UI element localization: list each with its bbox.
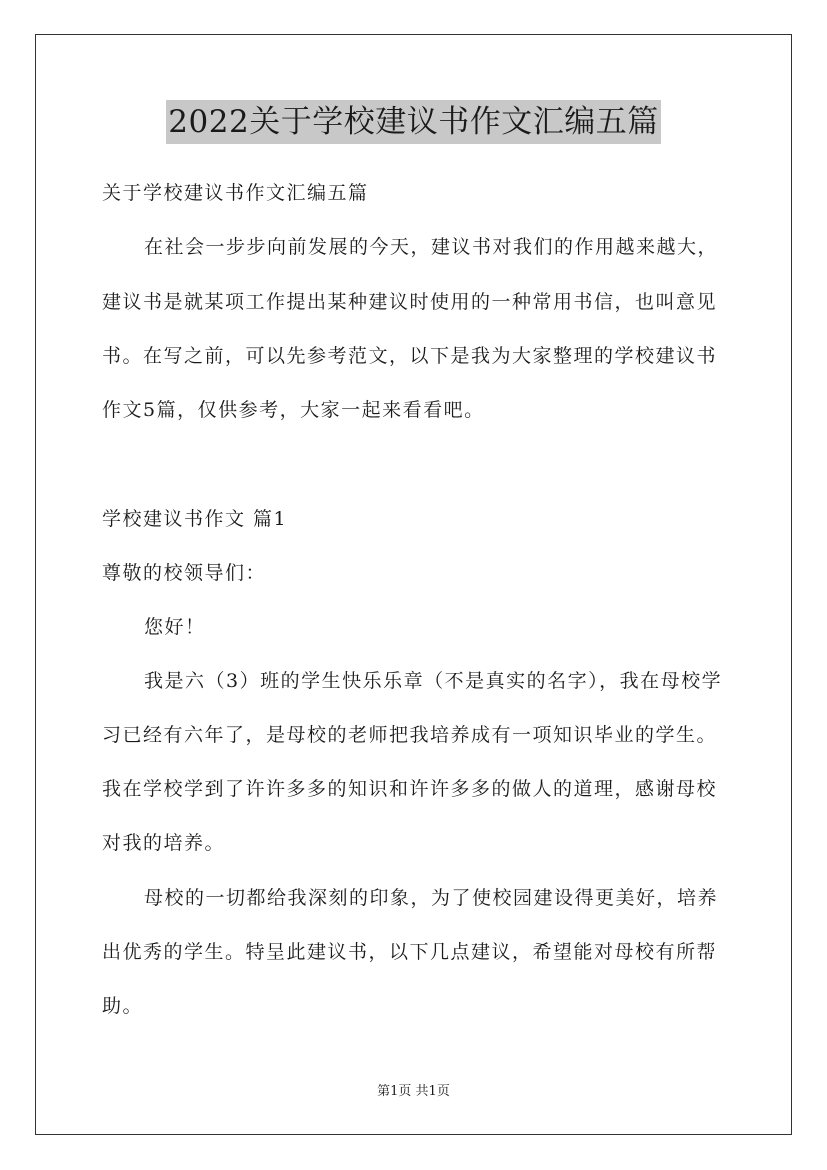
intro-line: 作文5篇，仅供参考，大家一起来看看吧。 <box>102 399 485 421</box>
title-container <box>0 100 827 144</box>
greeting: 您好！ <box>144 616 206 638</box>
paragraph-line: 助。 <box>102 995 144 1017</box>
paragraph-line: 出优秀的学生。特呈此建议书，以下几点建议，希望能对母校有所帮 <box>102 941 718 963</box>
paragraph-line: 我是六（3）班的学生快乐乐章（不是真实的名字），我在母校学 <box>144 670 723 692</box>
intro-line: 建议书是就某项工作提出某种建议时使用的一种常用书信，也叫意见 <box>102 291 718 313</box>
paragraph-line: 习已经有六年了，是母校的老师把我培养成有一项知识毕业的学生。 <box>102 724 718 746</box>
paragraph-line: 我在学校学到了许许多多的知识和许许多多的做人的道理，感谢母校 <box>102 778 718 800</box>
document-title: 2022关于学校建议书作文汇编五篇 <box>166 100 660 144</box>
section-heading: 学校建议书作文 篇1 <box>102 508 288 530</box>
document-subtitle: 关于学校建议书作文汇编五篇 <box>102 182 369 204</box>
intro-line: 在社会一步步向前发展的今天，建议书对我们的作用越来越大， <box>144 236 719 258</box>
paragraph-line: 母校的一切都给我深刻的印象，为了使校园建设得更美好，培养 <box>144 887 719 909</box>
page-number-footer: 第1页 共1页 <box>377 1084 450 1099</box>
salutation: 尊敬的校领导们： <box>102 562 267 584</box>
intro-line: 书。在写之前，可以先参考范文，以下是我为大家整理的学校建议书 <box>102 345 718 367</box>
paragraph-line: 对我的培养。 <box>102 832 226 854</box>
